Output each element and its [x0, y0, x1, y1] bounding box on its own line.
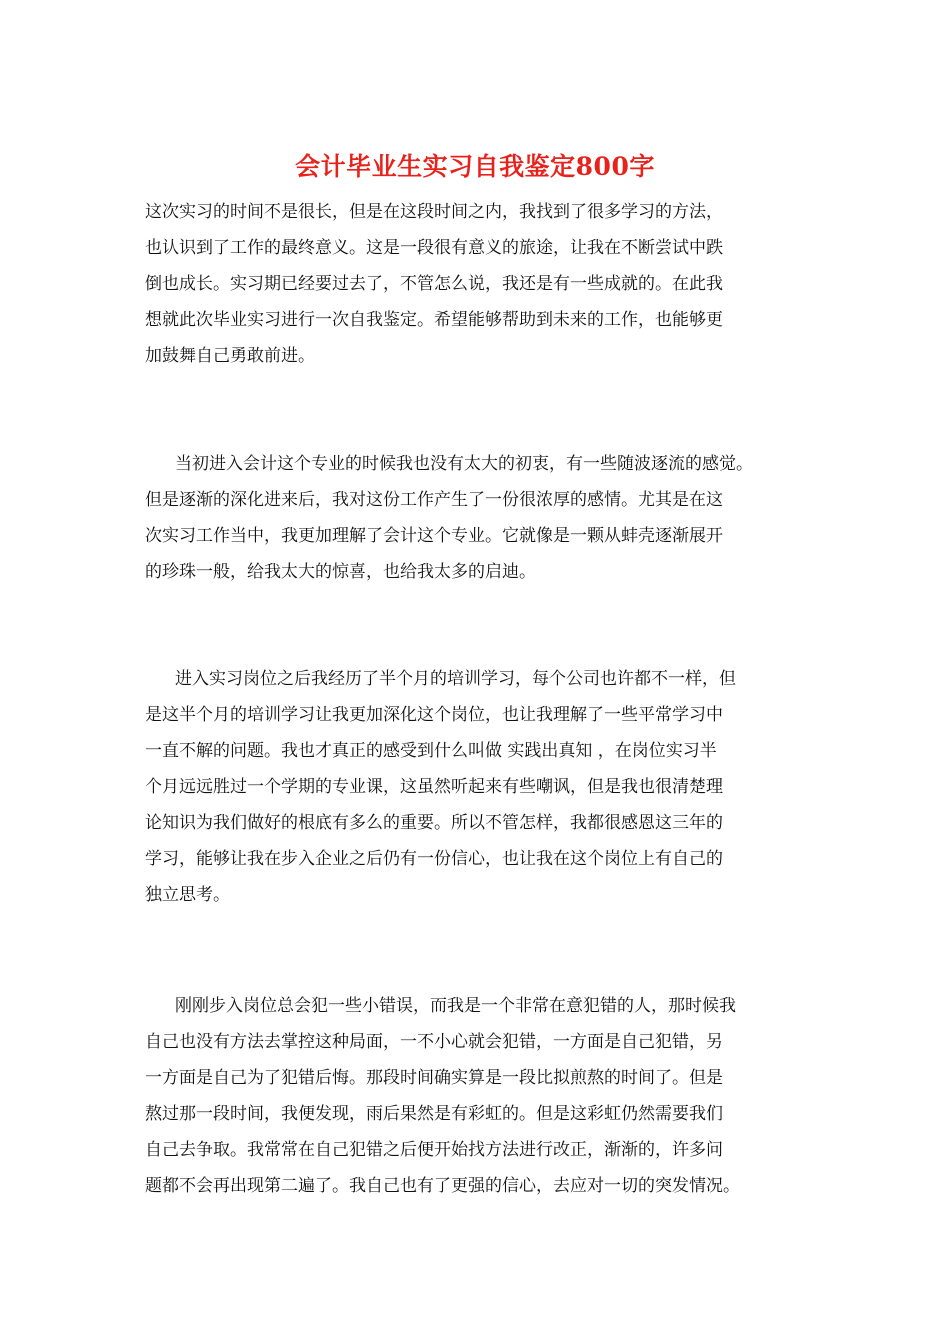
paragraph-line: 但是逐渐的深化进来后，我对这份工作产生了一份很浓厚的感情。尤其是在这	[145, 490, 723, 510]
paragraph-line: 这次实习的时间不是很长，但是在这段时间之内，我找到了很多学习的方法，	[145, 202, 723, 222]
paragraph-line: 自己去争取。我常常在自己犯错之后便开始找方法进行改正，渐渐的，许多问	[145, 1140, 723, 1160]
paragraph-2	[145, 446, 825, 590]
paragraph-line: 自己也没有方法去掌控这种局面，一不小心就会犯错，一方面是自己犯错，另	[145, 1032, 723, 1052]
paragraph-3	[145, 661, 825, 913]
document-title: 会计毕业生实习自我鉴定800字	[295, 152, 655, 181]
paragraph-line: 想就此次毕业实习进行一次自我鉴定。希望能够帮助到未来的工作，也能够更	[145, 310, 723, 330]
paragraph-line: 刚刚步入岗位总会犯一些小错误，而我是一个非常在意犯错的人，那时候我	[175, 996, 736, 1016]
paragraph-line: 的珍珠一般，给我太大的惊喜，也给我太多的启迪。	[145, 562, 536, 582]
paragraph-line: 倒也成长。实习期已经要过去了，不管怎么说，我还是有一些成就的。在此我	[145, 274, 723, 294]
paragraph-line: 个月远远胜过一个学期的专业课，这虽然听起来有些嘲讽，但是我也很清楚理	[145, 777, 723, 797]
paragraph-line: 也认识到了工作的最终意义。这是一段很有意义的旅途，让我在不断尝试中跌	[145, 238, 723, 258]
paragraph-line: 题都不会再出现第二遍了。我自己也有了更强的信心，去应对一切的突发情况。	[145, 1176, 740, 1196]
paragraph-line: 是这半个月的培训学习让我更加深化这个岗位，也让我理解了一些平常学习中	[145, 705, 723, 725]
paragraph-line: 次实习工作当中，我更加理解了会计这个专业。它就像是一颗从蚌壳逐渐展开	[145, 526, 723, 546]
paragraph-line: 论知识为我们做好的根底有多么的重要。所以不管怎样，我都很感恩这三年的	[145, 813, 723, 833]
paragraph-line: 一方面是自己为了犯错后悔。那段时间确实算是一段比拟煎熬的时间了。但是	[145, 1068, 723, 1088]
paragraph-line: 当初进入会计这个专业的时候我也没有太大的初衷，有一些随波逐流的感觉。	[175, 454, 753, 474]
paragraph-1	[145, 194, 825, 374]
paragraph-line: 熬过那一段时间，我便发现，雨后果然是有彩虹的。但是这彩虹仍然需要我们	[145, 1104, 723, 1124]
paragraph-line: 加鼓舞自己勇敢前进。	[145, 346, 315, 366]
paragraph-line: 学习，能够让我在步入企业之后仍有一份信心，也让我在这个岗位上有自己的	[145, 849, 723, 869]
paragraph-4	[145, 988, 825, 1204]
paragraph-line: 进入实习岗位之后我经历了半个月的培训学习，每个公司也许都不一样，但	[175, 669, 736, 689]
paragraph-line: 独立思考。	[145, 885, 230, 905]
paragraph-line: 一直不解的问题。我也才真正的感受到什么叫做 实践出真知 ，在岗位实习半	[145, 741, 717, 761]
